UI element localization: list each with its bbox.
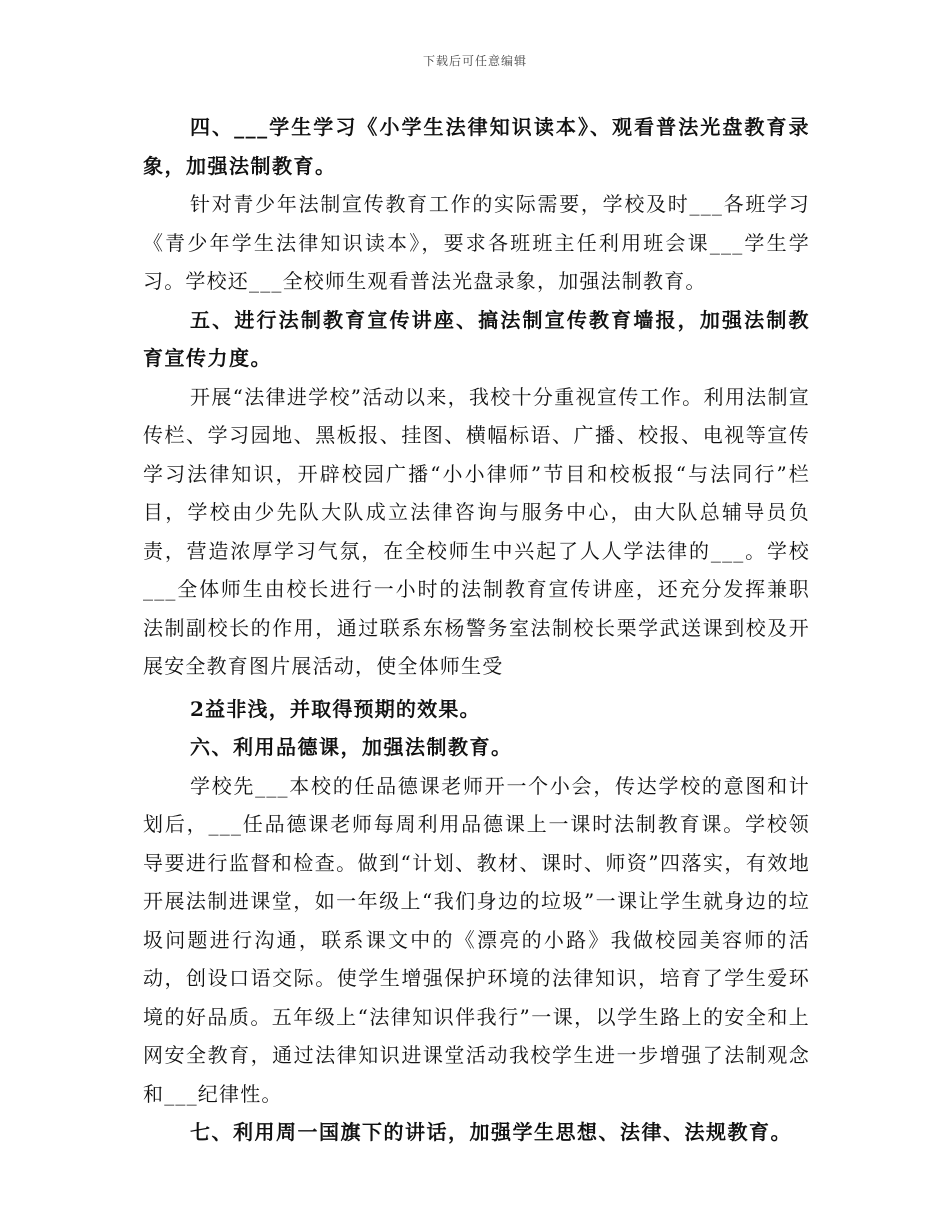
document-body bbox=[143, 108, 810, 1152]
section-paragraph-5: 开展“法律进学校”活动以来，我校十分重视宣传工作。利用法制宣传栏、学习园地、黑板报、挂图、横幅标语、广播、校报、电视等宣传学习法律知识，开辟校园广播“小小律师”节目和校板报“与法同行”栏目，学校由少先队大队成立法律咨询与服务中心，由大队总辅导员负责，营造浓厚学习气氛，在全校师生中兴起了人人学法律的___。学校___全体师生由校长进行一小时的法制教育宣传讲座，还充分发挥兼职法制副校长的作用，通过联系东杨警务室法制校长栗学武送课到校及开展安全教育图片展活动，使全体师生受 bbox=[143, 384, 810, 678]
section-heading-4: 四、___学生学习《小学生法律知识读本》、观看普法光盘教育录象，加强法制教育。 bbox=[143, 115, 810, 178]
section-heading-7: 七、利用周一国旗下的讲话，加强学生思想、法律、法规教育。 bbox=[190, 1120, 792, 1144]
section-paragraph-6: 学校先___本校的任品德课老师开一个小会，传达学校的意图和计划后，___任品德课老师每周利用品德课上一课时法制教育课。学校领导要进行监督和检查。做到“计划、教材、课时、师资”四落实，有效地开展法制进课堂，如一年级上“我们身边的垃圾”一课让学生就身边的垃圾问题进行沟通，联系课文中的《漂亮的小路》我做校园美容师的活动，创设口语交际。使学生增强保护环境的法律知识，培育了学生爱环境的好品质。五年级上“法律知识伴我行”一课，以学生路上的安全和上网安全教育，通过法律知识进课堂活动我校学生进一步增强了法制观念和___纪律性。 bbox=[143, 773, 810, 1106]
section-paragraph-4: 针对青少年法制宣传教育工作的实际需要，学校及时___各班学习《青少年学生法律知识读本》，要求各班班主任利用班会课___学生学习。学校还___全校师生观看普法光盘录象，加强法制教育。 bbox=[143, 192, 810, 293]
section-heading-5: 五、进行法制教育宣传讲座、搞法制宣传教育墙报，加强法制教育宣传力度。 bbox=[143, 307, 810, 370]
header-note: 下载后可任意编辑 bbox=[422, 54, 527, 68]
section-heading-6: 六、利用品德课，加强法制教育。 bbox=[190, 735, 513, 759]
section-paragraph-5-continuation: 2益非浅，并取得预期的效果。 bbox=[190, 696, 481, 721]
